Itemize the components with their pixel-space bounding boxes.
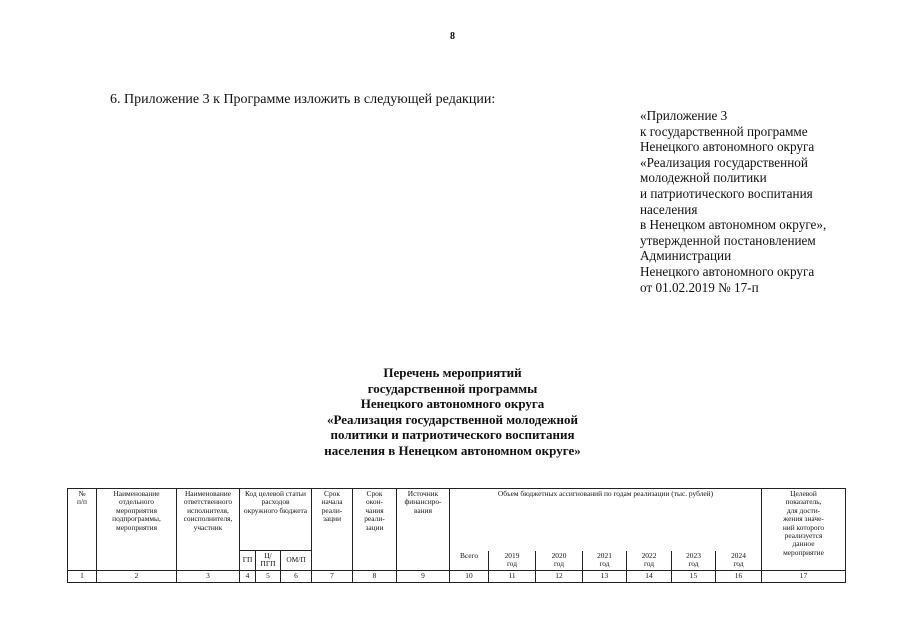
column-number: 17 (762, 570, 846, 582)
subheader-year-2022: 2022 год (627, 551, 672, 571)
subheader-year-2020: 2020 год (536, 551, 583, 571)
document-title-line: Перечень мероприятий (383, 365, 522, 380)
column-number: 15 (672, 570, 716, 582)
header-num: № п/п (68, 489, 97, 571)
subheader-c-pgp: Ц/ ПГП (256, 551, 281, 571)
document-title (0, 365, 905, 459)
header-end-date: Срок окон- чания реали- зации (353, 489, 397, 571)
appendix-note-line: и патриотического воспитания (640, 185, 813, 201)
appendix-note-line: Ненецкого автономного округа (640, 263, 815, 279)
header-executor: Наименование ответственного исполнителя, соисполнителя, участник (177, 489, 240, 571)
header-budget-volume: Объем бюджетных ассигнований по годам реализации (тыс. рублей) (450, 489, 762, 551)
document-title-line: населения в Ненецком автономном округе» (324, 442, 581, 458)
subheader-year-2021: 2021 год (583, 551, 627, 571)
column-number: 7 (312, 570, 353, 582)
appendix-note-line: «Реализация государственной (640, 154, 808, 170)
appendix-note-line: от 01.02.2019 № 17-п (640, 279, 759, 295)
subheader-year-2024: 2024 год (716, 551, 762, 571)
document-title-line: «Реализация государственной молодежной (327, 411, 578, 427)
appendix-note-line: к государственной программе (640, 123, 808, 139)
appendix-note-line: утвержденной постановлением (640, 232, 816, 248)
subheader-year-2023: 2023 год (672, 551, 716, 571)
column-number: 13 (583, 570, 627, 582)
header-target-indicator: Целевой показатель, для дости- жения значе- ний которого реализуется данное мероприятие (762, 489, 846, 571)
appendix-note-line: Ненецкого автономного округа (640, 139, 815, 155)
column-number: 4 (240, 570, 256, 582)
column-number: 5 (256, 570, 281, 582)
appendix-note-line: населения (640, 201, 698, 217)
column-number: 10 (450, 570, 489, 582)
page-number: 8 (450, 31, 455, 42)
appendix-note-line: в Ненецком автономном округе», (640, 217, 827, 233)
header-start-date: Срок начала реали- зации (312, 489, 353, 571)
appendix-note-line: Администрации (640, 248, 732, 264)
header-budget-code: Код целевой статьи расходов окружного бюджета (240, 489, 312, 551)
intro-paragraph: 6. Приложение 3 к Программе изложить в следующей редакции: (110, 92, 496, 107)
document-title-line: государственной программы (367, 380, 538, 396)
column-number: 14 (627, 570, 672, 582)
column-number: 1 (68, 570, 97, 582)
column-number: 8 (353, 570, 397, 582)
subheader-total: Всего (450, 551, 489, 571)
document-title-line: политики и патриотического воспитания (330, 427, 575, 443)
column-number: 3 (177, 570, 240, 582)
column-number: 12 (536, 570, 583, 582)
subheader-year-2019: 2019 год (489, 551, 536, 571)
appendix-note-line: «Приложение 3 (640, 108, 728, 123)
appendix-note (640, 108, 880, 295)
column-number: 11 (489, 570, 536, 582)
document-title-line: Ненецкого автономного округа (360, 396, 545, 412)
column-number: 9 (397, 570, 450, 582)
subheader-om-p: ОМ/П (281, 551, 312, 571)
activities-table (67, 488, 846, 583)
column-number: 2 (97, 570, 177, 582)
header-funding-source: Источник финансиро- вания (397, 489, 450, 571)
header-activity-name: Наименование отдельного мероприятия подпрограммы, мероприятия (97, 489, 177, 571)
column-number: 6 (281, 570, 312, 582)
column-number: 16 (716, 570, 762, 582)
subheader-gp: ГП (240, 551, 256, 571)
appendix-note-line: молодежной политики (640, 170, 767, 186)
